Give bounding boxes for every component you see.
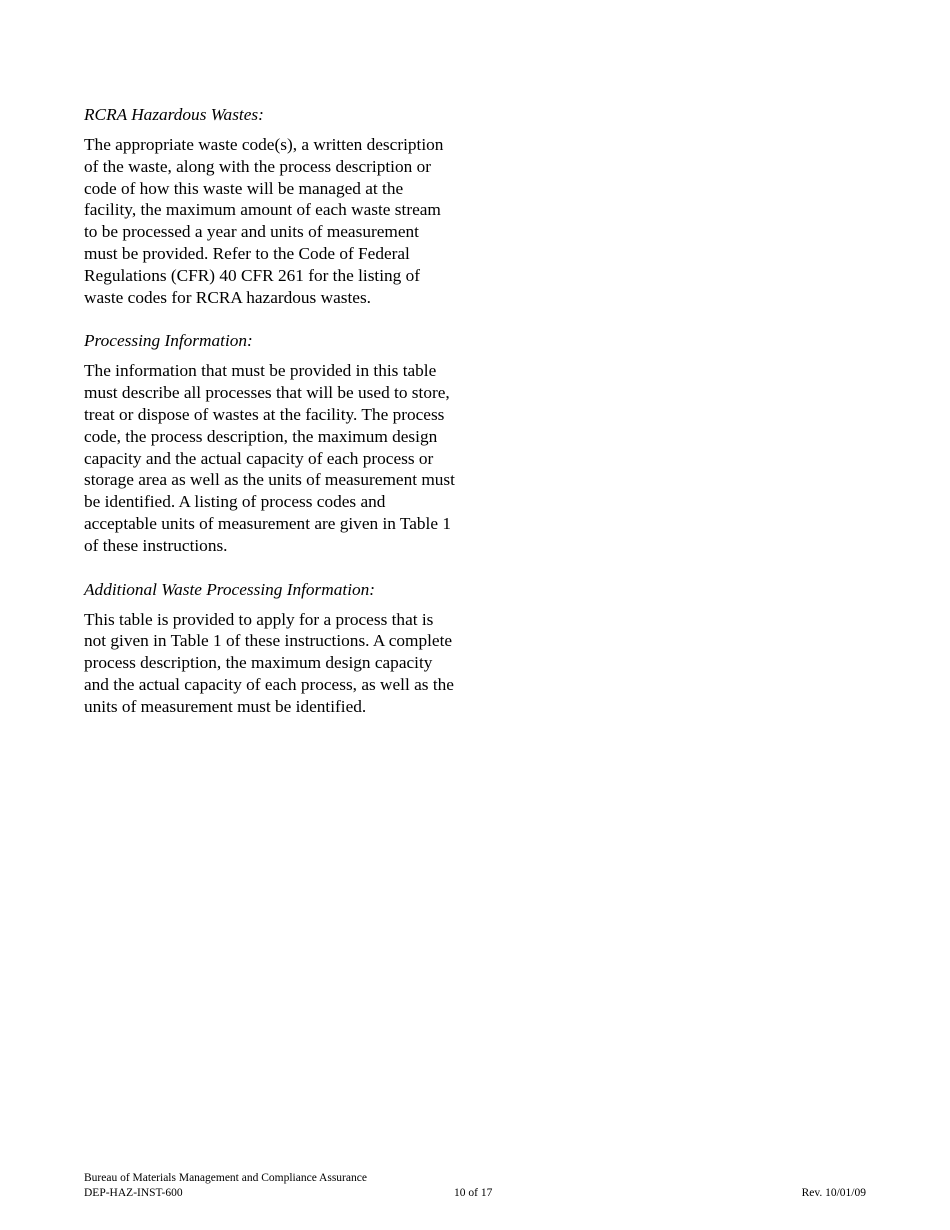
footer-page-number: 10 of 17: [454, 1187, 493, 1199]
section-paragraph: The information that must be provided in this table must describe all processes that will be used to store, treat or dispose of wastes at the facility. The process code, the process description, the maximum design capacity and the actual capacity of each process or storage area as well as the units of measurement must be identified. A listing of process codes and acceptable units of measurement are given in Table 1 of these instructions.: [84, 361, 455, 555]
footer-revision: Rev. 10/01/09: [801, 1187, 866, 1199]
footer-document-id: DEP-HAZ-INST-600: [84, 1187, 183, 1199]
section-heading: RCRA Hazardous Wastes:: [84, 105, 264, 124]
document-body: [84, 104, 456, 740]
footer-row: [84, 1186, 866, 1201]
section-paragraph: The appropriate waste code(s), a written description of the waste, along with the process description or code of how this waste will be managed at the facility, the maximum amount of each waste stream to be processed a year and units of measurement must be provided. Refer to the Code of Federal Regulations (CFR) 40 CFR 261 for the listing of waste codes for RCRA hazardous wastes.: [84, 135, 444, 307]
section-heading: Additional Waste Processing Information:: [84, 579, 376, 599]
section-rcra-hazardous-wastes: [84, 104, 456, 308]
section-paragraph: This table is provided to apply for a process that is not given in Table 1 of these instructions. A complete process description, the maximum design capacity and the actual capacity of each process, as well as the units of measurement must be identified.: [84, 609, 454, 716]
section-additional-waste-processing: [84, 579, 456, 718]
section-heading: Processing Information:: [84, 331, 253, 351]
footer-organization: Bureau of Materials Management and Compliance Assurance: [84, 1172, 367, 1184]
section-processing-information: [84, 330, 456, 556]
